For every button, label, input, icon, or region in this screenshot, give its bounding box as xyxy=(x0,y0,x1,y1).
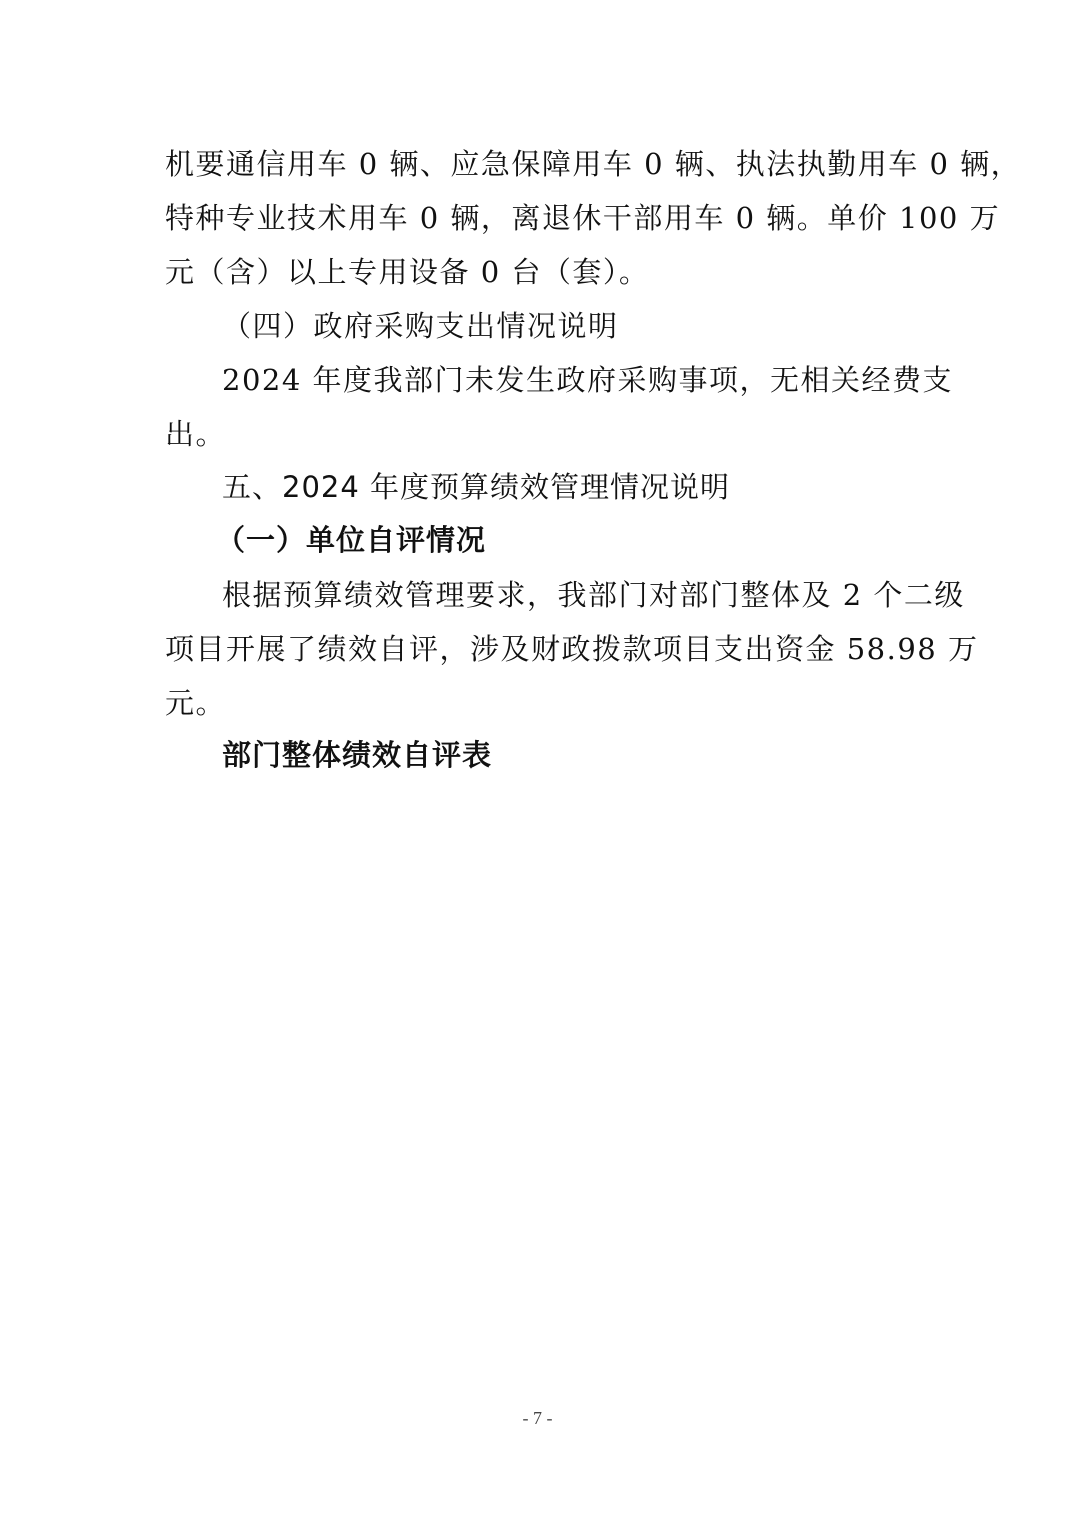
self-evaluation-line-2: 项目开展了绩效自评，涉及财政拨款项目支出资金 58.98 万 xyxy=(165,632,979,666)
self-evaluation-subheading: （一）单位自评情况 xyxy=(216,523,487,557)
section-five-heading: 五、2024 年度预算绩效管理情况说明 xyxy=(222,470,731,504)
vehicles-line-3: 元（含）以上专用设备 0 台（套）。 xyxy=(165,255,650,289)
self-evaluation-line-3: 元。 xyxy=(165,686,227,720)
vehicles-line-1: 机要通信用车 0 辆、应急保障用车 0 辆、执法执勤用车 0 辆， xyxy=(165,147,1022,181)
table-title: 部门整体绩效自评表 xyxy=(222,738,493,772)
vehicles-line-2: 特种专业技术用车 0 辆，离退休干部用车 0 辆。单价 100 万 xyxy=(165,201,1001,235)
procurement-line-1: 2024 年度我部门未发生政府采购事项，无相关经费支 xyxy=(222,363,954,397)
page-number: - 7 - xyxy=(522,1408,553,1428)
procurement-heading: （四）政府采购支出情况说明 xyxy=(222,309,619,343)
self-evaluation-line-1: 根据预算绩效管理要求，我部门对部门整体及 2 个二级 xyxy=(222,578,965,612)
procurement-line-2: 出。 xyxy=(165,417,227,451)
